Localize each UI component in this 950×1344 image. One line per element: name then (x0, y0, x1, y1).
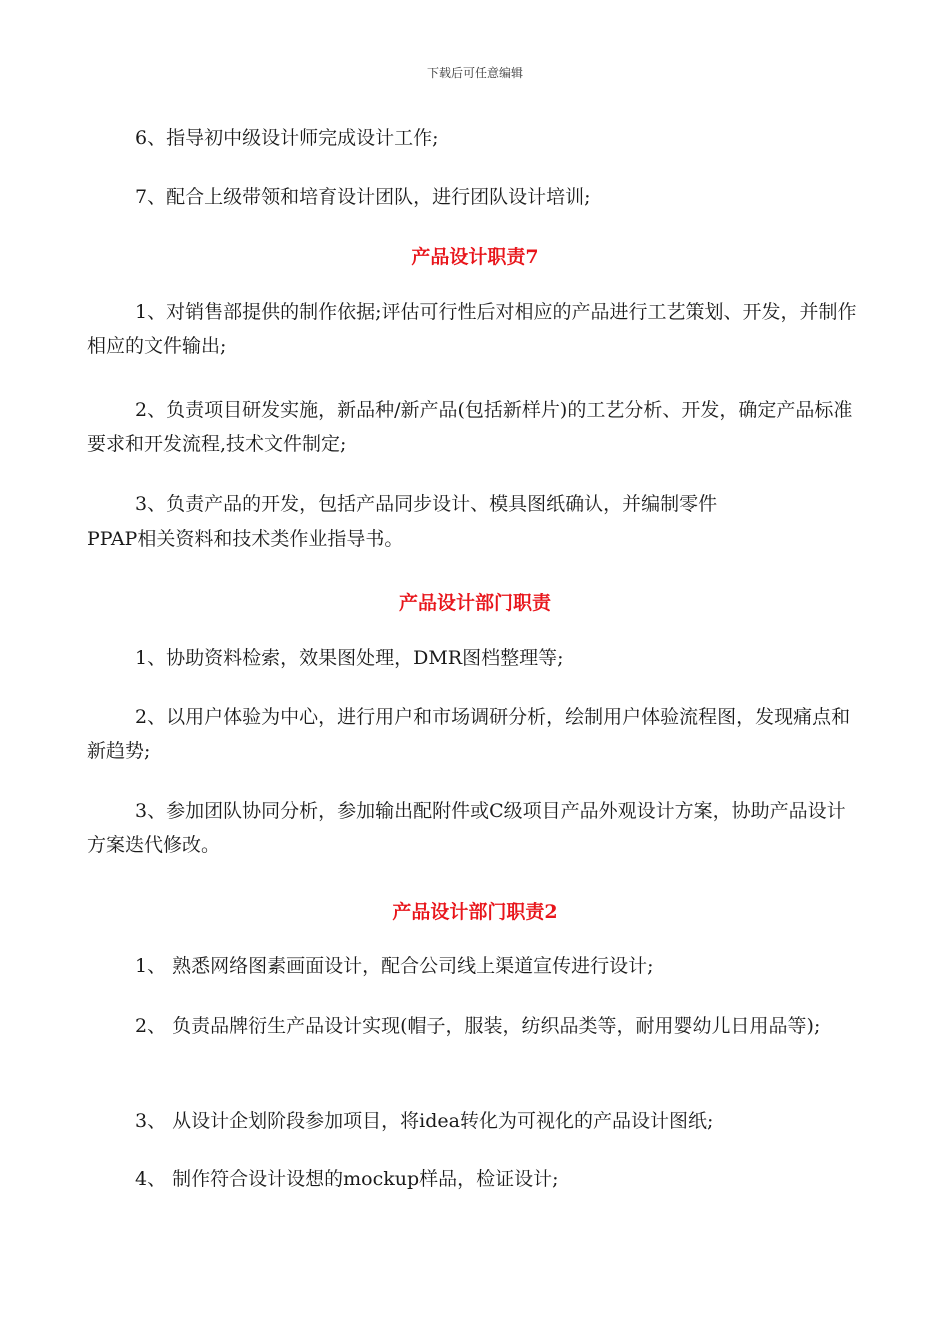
list-item: 1、协助资料检索，效果图处理，DMR图档整理等; (135, 647, 564, 669)
list-item: 2、负责项目研发实施，新品种/新产品(包括新样片)的工艺分析、开发，确定产品标准要求和开发流程,技术文件制定; (87, 399, 853, 455)
list-item: 7、配合上级带领和培育设计团队，进行团队设计培训; (135, 186, 591, 208)
list-item: 6、指导初中级设计师完成设计工作; (135, 127, 439, 149)
page-header-note: 下载后可任意编辑 (426, 66, 523, 80)
list-item: PPAP相关资料和技术类作业指导书。 (87, 528, 404, 550)
list-item: 3、负责产品的开发，包括产品同步设计、模具图纸确认，并编制零件 (135, 493, 718, 515)
list-item: 4、 制作符合设计设想的mockup样品，检证设计; (135, 1168, 559, 1190)
list-item: 2、以用户体验为中心，进行用户和市场调研分析，绘制用户体验流程图，发现痛点和新趋势; (87, 706, 851, 762)
list-item: 1、对销售部提供的制作依据;评估可行性后对相应的产品进行工艺策划、开发，并制作相应的文件输出; (87, 301, 857, 357)
list-item: 2、 负责品牌衍生产品设计实现(帽子，服装，纺织品类等，耐用婴幼儿日用品等); (135, 1015, 821, 1037)
section-heading: 产品设计部门职责 (398, 592, 551, 614)
list-item: 3、参加团队协同分析，参加输出配附件或C级项目产品外观设计方案，协助产品设计方案迭代修改。 (87, 800, 846, 856)
section-heading: 产品设计部门职责2 (392, 901, 558, 923)
section-heading: 产品设计职责7 (411, 246, 539, 268)
list-item: 3、 从设计企划阶段参加项目，将idea转化为可视化的产品设计图纸; (135, 1110, 714, 1132)
list-item: 1、 熟悉网络图素画面设计，配合公司线上渠道宣传进行设计; (135, 955, 654, 977)
